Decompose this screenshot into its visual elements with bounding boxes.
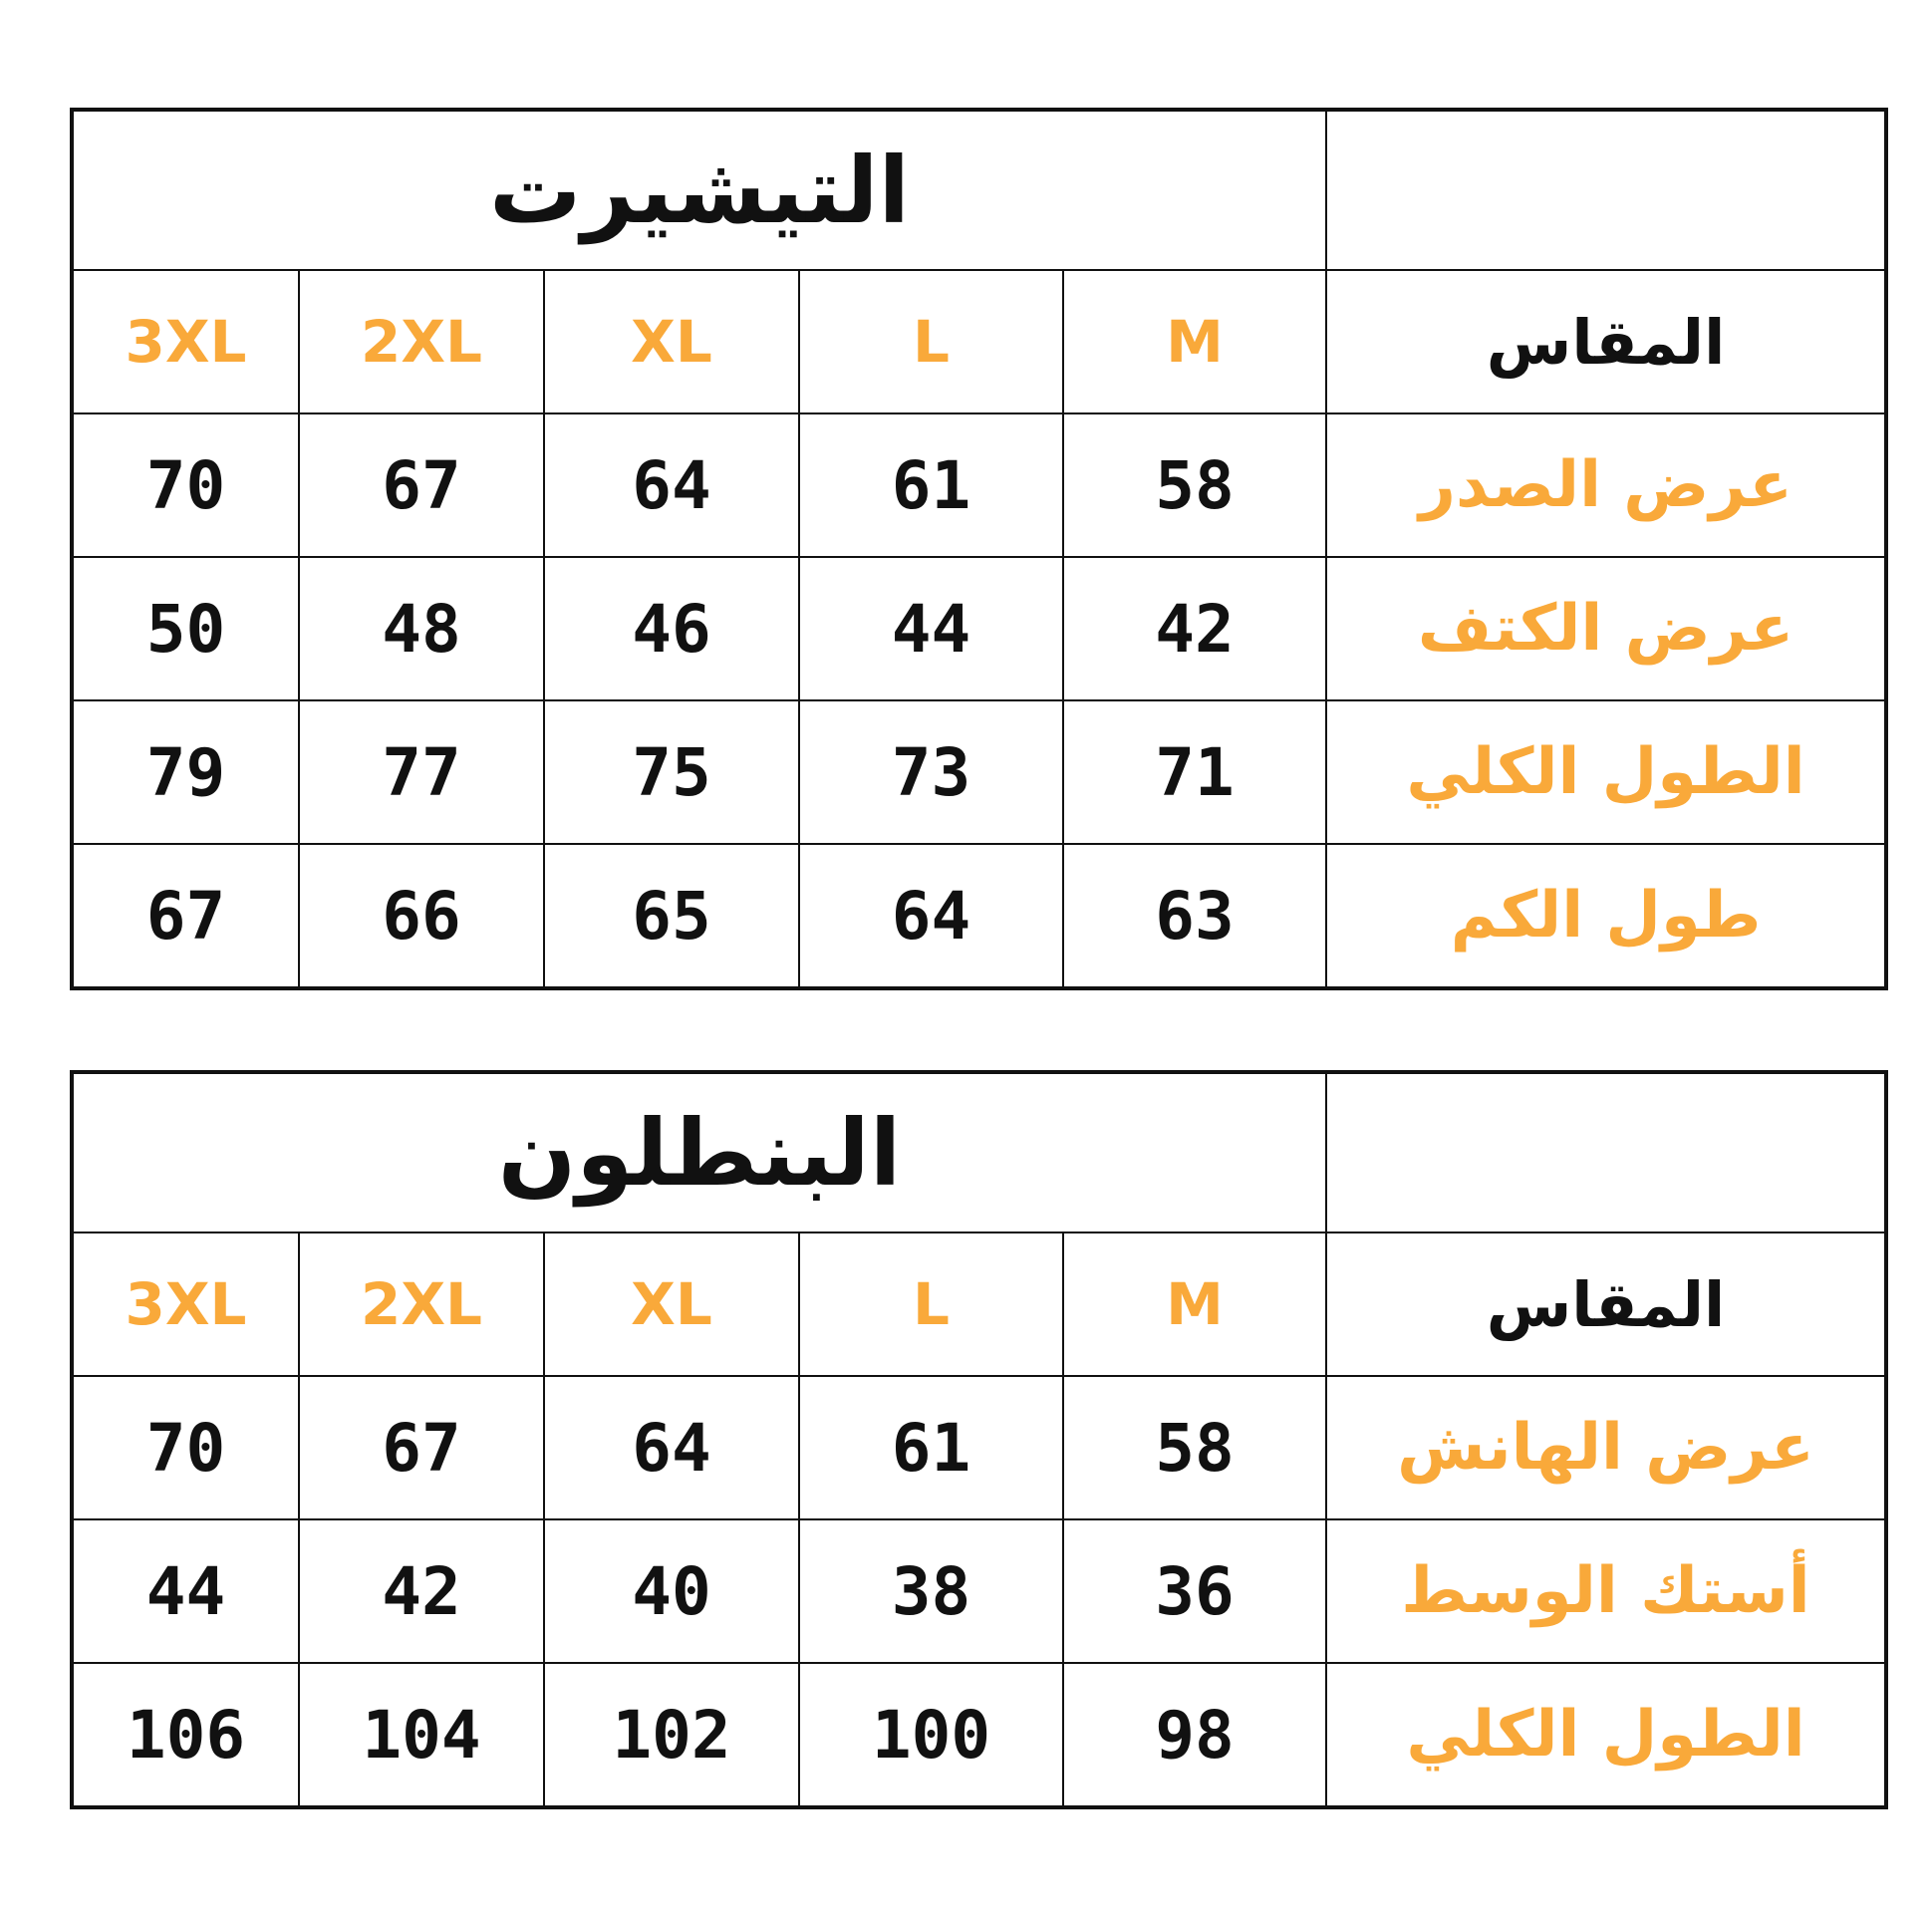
tshirt-row-shoulder	[72, 557, 1886, 700]
pants-waist-m: 36	[1063, 1519, 1326, 1663]
pants-length-m: 98	[1063, 1663, 1326, 1807]
tshirt-title: التيشيرت	[72, 110, 1326, 270]
tshirt-length-l: 73	[799, 700, 1063, 844]
pants-waist-xl: 40	[544, 1519, 799, 1663]
tshirt-size-2xl: 2XL	[299, 270, 544, 413]
tshirt-shoulder-2xl: 48	[299, 557, 544, 700]
tshirt-chest-3xl: 70	[72, 413, 299, 557]
tshirt-chest-m: 58	[1063, 413, 1326, 557]
tshirt-title-blank-cell	[1326, 110, 1886, 270]
pants-hip-label: عرض الهانش	[1326, 1376, 1886, 1519]
pants-size-2xl: 2XL	[299, 1232, 544, 1376]
pants-title-blank-cell	[1326, 1072, 1886, 1232]
pants-size-xl: XL	[544, 1232, 799, 1376]
tshirt-chest-l: 61	[799, 413, 1063, 557]
pants-row-length	[72, 1663, 1886, 1807]
tshirt-sleeve-2xl: 66	[299, 844, 544, 988]
pants-size-3xl: 3XL	[72, 1232, 299, 1376]
pants-title-row	[72, 1072, 1886, 1232]
pants-row-waist	[72, 1519, 1886, 1663]
pants-hip-l: 61	[799, 1376, 1063, 1519]
tshirt-length-2xl: 77	[299, 700, 544, 844]
tshirt-row-length	[72, 700, 1886, 844]
pants-size-table	[70, 1070, 1888, 1809]
pants-hip-2xl: 67	[299, 1376, 544, 1519]
pants-hip-xl: 64	[544, 1376, 799, 1519]
pants-measure-label: المقاس	[1326, 1232, 1886, 1376]
tshirt-sleeve-label: طول الكم	[1326, 844, 1886, 988]
tshirt-size-3xl: 3XL	[72, 270, 299, 413]
pants-hip-3xl: 70	[72, 1376, 299, 1519]
pants-waist-2xl: 42	[299, 1519, 544, 1663]
pants-size-m: M	[1063, 1232, 1326, 1376]
tshirt-length-m: 71	[1063, 700, 1326, 844]
tshirt-size-l: L	[799, 270, 1063, 413]
pants-length-xl: 102	[544, 1663, 799, 1807]
tshirt-row-sleeve	[72, 844, 1886, 988]
pants-waist-l: 38	[799, 1519, 1063, 1663]
pants-hip-m: 58	[1063, 1376, 1326, 1519]
tshirt-sleeve-3xl: 67	[72, 844, 299, 988]
pants-waist-3xl: 44	[72, 1519, 299, 1663]
tshirt-shoulder-l: 44	[799, 557, 1063, 700]
pants-length-2xl: 104	[299, 1663, 544, 1807]
tshirt-length-3xl: 79	[72, 700, 299, 844]
pants-length-l: 100	[799, 1663, 1063, 1807]
pants-row-hip	[72, 1376, 1886, 1519]
tshirt-chest-label: عرض الصدر	[1326, 413, 1886, 557]
tshirt-size-table	[70, 108, 1888, 990]
pants-length-label: الطول الكلي	[1326, 1663, 1886, 1807]
tshirt-shoulder-label: عرض الكتف	[1326, 557, 1886, 700]
tshirt-title-row	[72, 110, 1886, 270]
pants-size-header-row	[72, 1232, 1886, 1376]
tshirt-shoulder-m: 42	[1063, 557, 1326, 700]
pants-waist-label: أستك الوسط	[1326, 1519, 1886, 1663]
pants-length-3xl: 106	[72, 1663, 299, 1807]
pants-title: البنطلون	[72, 1072, 1326, 1232]
tshirt-length-label: الطول الكلي	[1326, 700, 1886, 844]
tshirt-row-chest	[72, 413, 1886, 557]
tshirt-sleeve-l: 64	[799, 844, 1063, 988]
tshirt-size-xl: XL	[544, 270, 799, 413]
tshirt-chest-xl: 64	[544, 413, 799, 557]
tshirt-measure-label: المقاس	[1326, 270, 1886, 413]
tshirt-size-m: M	[1063, 270, 1326, 413]
pants-size-l: L	[799, 1232, 1063, 1376]
tshirt-chest-2xl: 67	[299, 413, 544, 557]
tshirt-length-xl: 75	[544, 700, 799, 844]
tshirt-size-header-row	[72, 270, 1886, 413]
tshirt-shoulder-xl: 46	[544, 557, 799, 700]
tshirt-sleeve-m: 63	[1063, 844, 1326, 988]
tshirt-shoulder-3xl: 50	[72, 557, 299, 700]
tshirt-sleeve-xl: 65	[544, 844, 799, 988]
